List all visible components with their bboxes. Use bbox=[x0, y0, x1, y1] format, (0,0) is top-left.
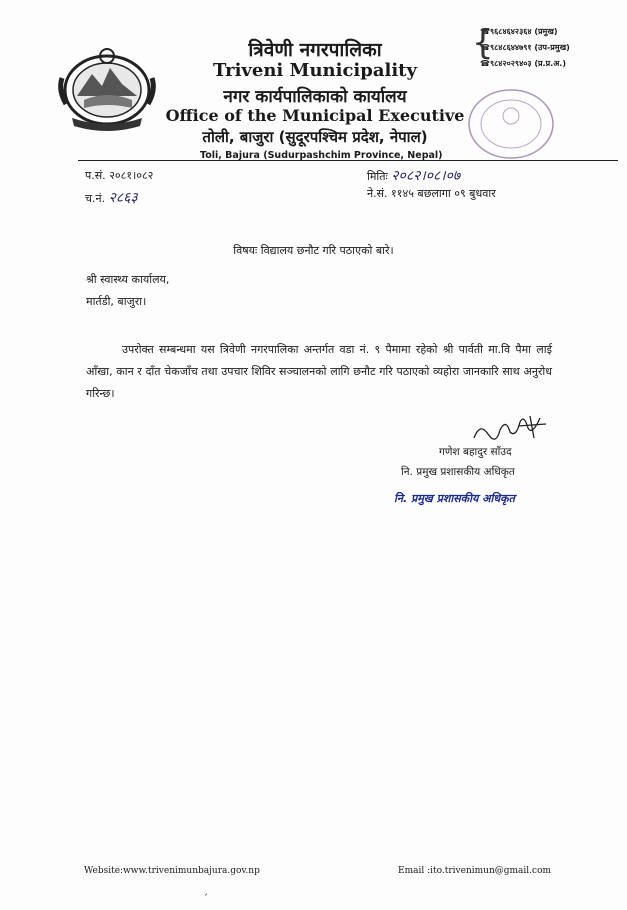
signatory-title: नि. प्रमुख प्रशासकीय अधिकृत bbox=[401, 466, 515, 478]
office-name-nepali: नगर कार्यपालिकाको कार्यालय bbox=[223, 87, 407, 107]
phone-cao: ☎९८४२०२९४०३ (प्र.प्र.अ.) bbox=[480, 59, 566, 68]
cn-value: २८६३ bbox=[108, 190, 138, 206]
municipality-name-nepali: त्रिवेणी नगरपालिका bbox=[248, 39, 382, 61]
phone-list bbox=[472, 23, 570, 72]
dispatch-number bbox=[85, 188, 138, 207]
brace-icon: { bbox=[472, 23, 494, 63]
date-value: २०८२।०८।०७ bbox=[391, 168, 461, 184]
letter-date bbox=[367, 166, 460, 185]
signatory-name: गणेश बहादुर साँउद bbox=[439, 446, 512, 458]
letter-body: उपरोक्त सम्बन्धमा यस त्रिवेणी नगरपालिका अन्तर्गत वडा नं. ९ पैमामा रहेको श्री पार्वती मा.वि पैमा लाई आँखा, कान र दाँत चेकजाँच तथा उपचार शिविर सञ्चालनको लागि छनौट गरि पठाएको व्यहोरा जानकारि साथ अनुरोध गरिन्छ। bbox=[86, 343, 552, 400]
phone-deputy-mayor: ☎९८४८६४४७९१ (उप-प्रमुख) bbox=[480, 43, 570, 52]
ps-value: २०८१।०८२ bbox=[109, 169, 154, 182]
cn-label: च.नं. bbox=[85, 192, 106, 205]
nepal-emblem-logo bbox=[52, 38, 162, 133]
handwritten-signature bbox=[470, 408, 550, 448]
address-nepali: तोली, बाजुरा (सुदूरपश्चिम प्रदेश, नेपाल) bbox=[202, 128, 428, 146]
date-label: मितिः bbox=[367, 170, 388, 183]
municipality-name-english: Triveni Municipality bbox=[213, 60, 417, 81]
nepal-sambat-date: ने.सं. ११४५ बछलागा ०९ बुधवार bbox=[367, 187, 496, 200]
recipient-line-1: श्री स्वास्थ्य कार्यालय, bbox=[86, 273, 170, 286]
ps-label: प.सं. bbox=[85, 169, 106, 182]
header-divider bbox=[78, 160, 618, 161]
title-stamp: नि. प्रमुख प्रशासकीय अधिकृत bbox=[394, 492, 515, 505]
footer-website: Website:www.trivenimunbajura.gov.np bbox=[84, 866, 260, 876]
phone-mayor: ☎९६८४६४२३६४ (प्रमुख) bbox=[480, 27, 558, 36]
address-english: Toli, Bajura (Sudurpashchim Province, Nepal) bbox=[200, 150, 443, 161]
reference-number bbox=[85, 168, 153, 183]
footer-email: Email :ito.trivenimun@gmail.com bbox=[398, 866, 552, 876]
letter-subject: विषयः विद्यालय छनौट गरि पठाएको बारे। bbox=[233, 244, 394, 257]
office-seal-stamp bbox=[465, 86, 557, 162]
recipient-line-2: मार्तडी, बाजुरा। bbox=[86, 295, 147, 308]
stray-mark: ˏ bbox=[203, 885, 208, 896]
office-name-english: Office of the Municipal Executive bbox=[165, 106, 465, 125]
